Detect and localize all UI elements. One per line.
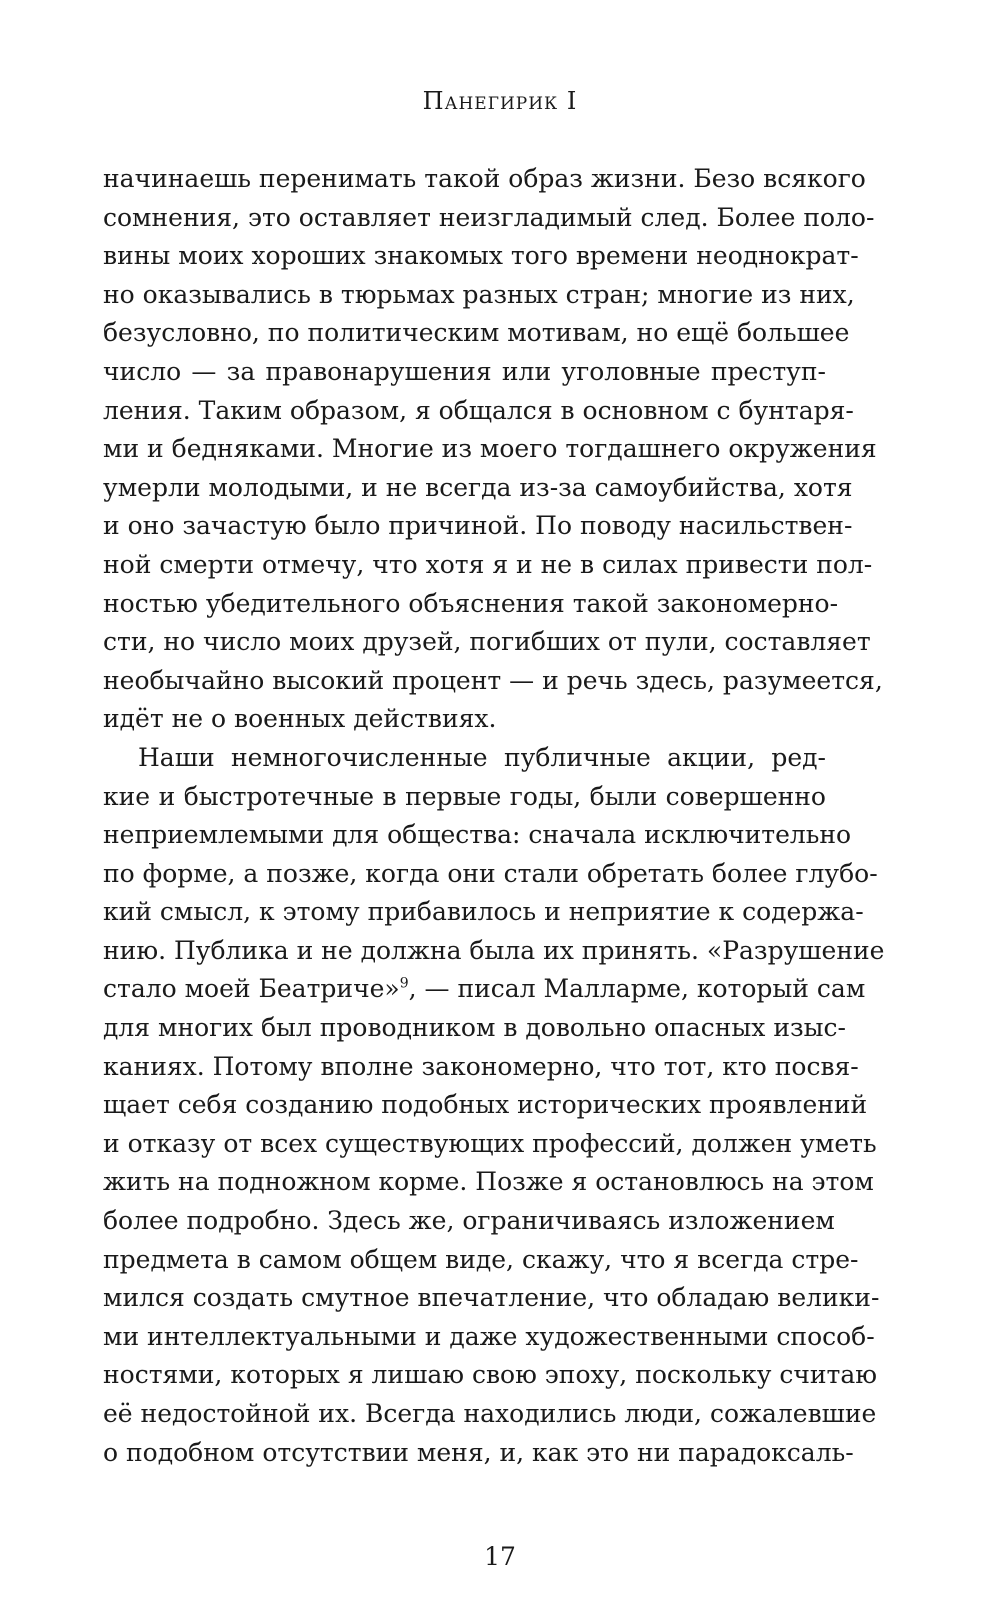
text-line: жить на подножном корме. Позже я остановлюсь на этом [103, 1167, 874, 1197]
text-line: щает себя созданию подобных исторических проявлений [103, 1090, 868, 1120]
text-line: кий смысл, к этому прибавилось и неприятие к содержа- [103, 897, 864, 927]
text-line: каниях. Потому вполне закономерно, что тот, кто посвя- [103, 1051, 859, 1081]
text-line: более подробно. Здесь же, ограничиваясь изложением [103, 1206, 835, 1236]
text-line: мился создать смутное впечатление, что обладаю велики- [103, 1283, 880, 1313]
text-fragment: , — писал Малларме, который сам [408, 974, 866, 1004]
text-line: предмета в самом общем виде, скажу, что я всегда стре- [103, 1244, 859, 1274]
text-line: ностью убедительного объяснения такой закономерно- [103, 588, 839, 618]
text-line: вины моих хороших знакомых того времени неоднократ- [103, 241, 859, 271]
text-line: ной смерти отмечу, что хотя я и не в силах привести пол- [103, 549, 873, 579]
text-fragment: стало моей Беатриче» [103, 974, 400, 1004]
text-line: ми интеллектуальными и даже художественными способ- [103, 1321, 875, 1351]
text-line: начинаешь перенимать такой образ жизни. Безо всякого [103, 164, 866, 193]
text-line: о подобном отсутствии меня, и, как это ни парадоксаль- [103, 1437, 854, 1467]
text-line: неприемлемыми для общества: сначала исключительно [103, 820, 852, 850]
body-text [103, 160, 885, 1472]
paragraph-1 [103, 160, 883, 739]
text-line: идёт не о военных действиях. [103, 704, 497, 734]
text-line: её недостойной их. Всегда находились люди, сожалевшие [103, 1399, 877, 1428]
text-line: по форме, а позже, когда они стали обретать более глубо- [103, 858, 878, 888]
text-line: ления. Таким образом, я общался в основном с бунтаря- [103, 395, 854, 425]
text-line: для многих был проводником в довольно опасных изыс- [103, 1013, 846, 1043]
text-line: безусловно, по политическим мотивам, но ещё большее [103, 318, 850, 348]
page-number: 17 [484, 1542, 516, 1571]
text-line: сти, но число моих друзей, погибших от пули, составляет [103, 627, 871, 657]
text-line: ми и бедняками. Многие из моего тогдашнего окружения [103, 434, 877, 464]
text-line: кие и быстротечные в первые годы, были совершенно [103, 781, 826, 811]
text-line-with-footnote [103, 970, 866, 1009]
text-line: нию. Публика и не должна была их принять. «Разрушение [103, 935, 885, 965]
text-line: ностями, которых я лишаю свою эпоху, поскольку считаю [103, 1360, 878, 1390]
running-head: Панегирик I [422, 87, 578, 115]
text-line: Наши немногочисленные публичные акции, ред- [138, 742, 826, 772]
text-line: и отказу от всех существующих профессий, должен уметь [103, 1128, 877, 1158]
text-line: умерли молодыми, и не всегда из-за самоубийства, хотя [103, 472, 853, 502]
text-line: необычайно высокий процент — и речь здесь, разумеется, [103, 665, 883, 695]
footnote-reference[interactable]: 9 [399, 976, 409, 993]
text-line: и оно зачастую было причиной. По поводу насильствен- [103, 511, 853, 541]
paragraph-2 [103, 739, 885, 1472]
text-line: число — за правонарушения или уголовные преступ- [103, 356, 826, 386]
text-line: сомнения, это оставляет неизгладимый след. Более поло- [103, 202, 875, 232]
text-line: но оказывались в тюрьмах разных стран; многие из них, [103, 279, 855, 309]
